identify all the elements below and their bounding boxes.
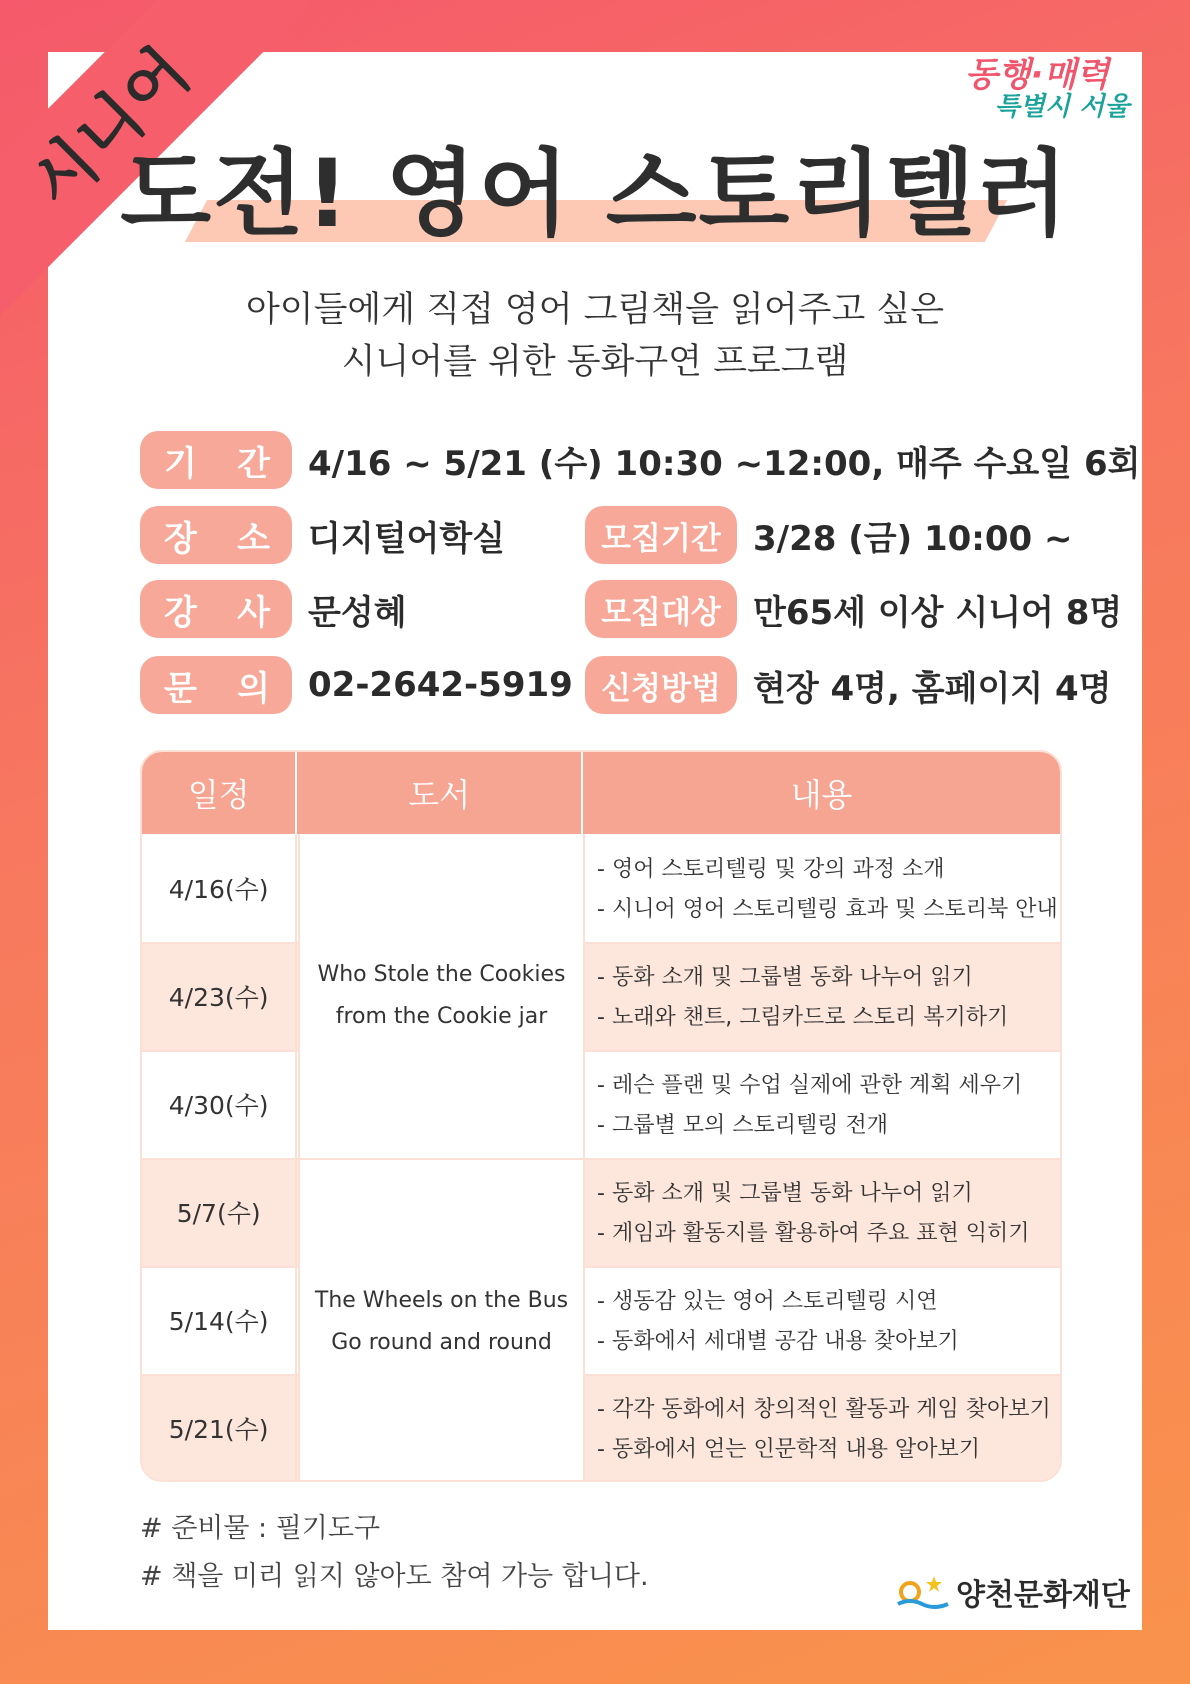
apply-method-value: 현장 4명, 홈페이지 4명 <box>753 668 1112 709</box>
recruit-target-label: 모집대상 <box>585 580 737 638</box>
foundation-mark-icon <box>896 1572 950 1612</box>
row-content: - 동화 소개 및 그룹별 동화 나누어 읽기 - 게임과 활동지를 활용하여 주요 표현 익히기 <box>583 1158 1060 1266</box>
row-content: - 각각 동화에서 창의적인 활동과 게임 찾아보기 - 동화에서 얻는 인문학적 내용 알아보기 <box>583 1374 1060 1482</box>
foundation-logo <box>896 1570 1130 1614</box>
info-inquiry <box>140 656 573 714</box>
ribbon-label: 시니어 <box>17 33 206 222</box>
header-date: 일정 <box>142 752 297 834</box>
row-content: - 레슨 플랜 및 수업 실제에 관한 계획 세우기 - 그룹별 모의 스토리텔링 전개 <box>583 1050 1060 1158</box>
row-date: 5/7(수) <box>142 1158 297 1266</box>
row-date: 4/23(수) <box>142 942 297 1050</box>
info-period <box>140 431 1140 489</box>
period-value: 4/16 ~ 5/21 (수) 10:30 ~12:00, 매주 수요일 6회 <box>308 443 1141 484</box>
foundation-name: 양천문화재단 <box>956 1578 1130 1613</box>
subtitle <box>0 284 1190 388</box>
row-date: 4/30(수) <box>142 1050 297 1158</box>
header-book: 도서 <box>297 752 583 834</box>
subtitle-line-2: 시니어를 위한 동화구연 프로그램 <box>341 342 849 382</box>
info-recruit-period <box>585 506 1073 564</box>
table-row <box>142 1374 1060 1482</box>
table-row <box>142 834 1060 942</box>
page-title: 도전! 영어 스토리텔러 <box>120 140 1070 249</box>
book-title-line-2: from the Cookie jar <box>335 1004 548 1029</box>
brand-line-2: 특별시 서울 <box>994 91 1130 122</box>
book-cell <box>298 1158 585 1482</box>
recruit-period-value: 3/28 (금) 10:00 ~ <box>753 518 1073 559</box>
row-content: - 동화 소개 및 그룹별 동화 나누어 읽기 - 노래와 챈트, 그림카드로 스토리 복기하기 <box>583 942 1060 1050</box>
row-date: 5/14(수) <box>142 1266 297 1374</box>
book-title-line-1: The Wheels on the Bus <box>314 1288 569 1313</box>
book-title-line-1: Who Stole the Cookies <box>317 962 566 987</box>
subtitle-line-1: 아이들에게 직접 영어 그림책을 읽어주고 싶은 <box>245 290 945 330</box>
table-row <box>142 1158 1060 1266</box>
book-cell <box>298 834 585 1158</box>
recruit-target-value: 만65세 이상 시니어 8명 <box>753 592 1123 633</box>
apply-method-label: 신청방법 <box>585 656 737 714</box>
seoul-brand-logo <box>942 55 1132 122</box>
brand-line-1: 동행·매력 <box>964 55 1110 95</box>
instructor-label: 강 사 <box>140 580 292 638</box>
place-value: 디지털어학실 <box>308 518 506 559</box>
table-row <box>142 1266 1060 1374</box>
table-row <box>142 942 1060 1050</box>
info-recruit-target <box>585 580 1122 638</box>
inquiry-label: 문 의 <box>140 656 292 714</box>
note-participation: # 책을 미리 읽지 않아도 참여 가능 합니다. <box>140 1561 649 1592</box>
header-content: 내용 <box>790 776 853 814</box>
period-label: 기 간 <box>140 431 292 489</box>
book-title-line-2: Go round and round <box>331 1330 552 1355</box>
row-date: 5/21(수) <box>142 1374 297 1482</box>
info-instructor <box>140 580 407 638</box>
info-apply-method <box>585 656 1112 714</box>
row-content: - 영어 스토리텔링 및 강의 과정 소개 - 시니어 영어 스토리텔링 효과 및 스토리북 안내 <box>583 834 1060 942</box>
instructor-value: 문성혜 <box>308 592 407 633</box>
table-row <box>142 1050 1060 1158</box>
place-label: 장 소 <box>140 506 292 564</box>
row-date: 4/16(수) <box>142 834 297 942</box>
notes <box>140 1505 649 1601</box>
inquiry-value: 02-2642-5919 <box>308 665 573 705</box>
note-supplies: # 준비물 : 필기도구 <box>140 1513 381 1544</box>
row-content: - 생동감 있는 영어 스토리텔링 시연 - 동화에서 세대별 공감 내용 찾아보기 <box>583 1266 1060 1374</box>
schedule-header <box>142 752 1060 834</box>
info-place <box>140 506 505 564</box>
schedule-table <box>140 750 1062 1482</box>
recruit-period-label: 모집기간 <box>585 506 737 564</box>
